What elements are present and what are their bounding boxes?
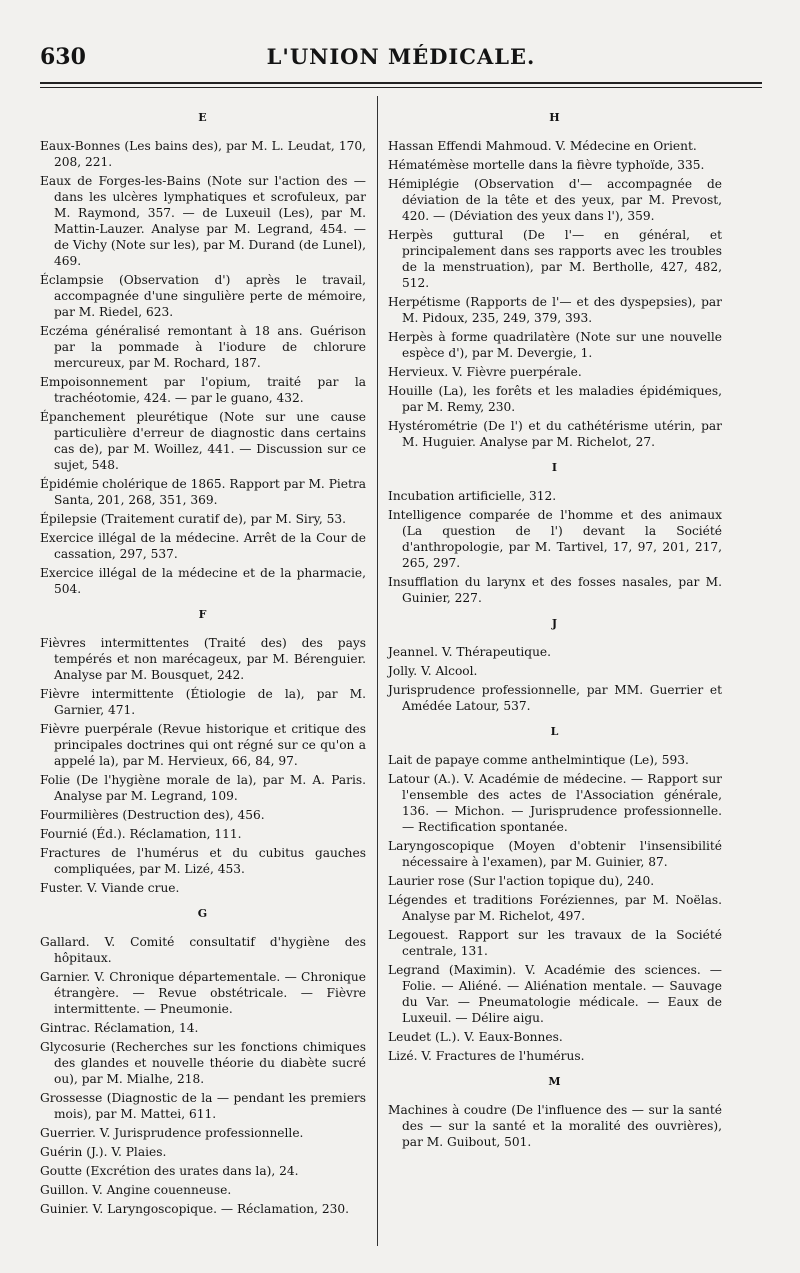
index-entry: Exercice illégal de la médecine. Arrêt de la Cour de cassation, 297, 537. (40, 531, 366, 561)
index-entry: Fourmilières (Destruction des), 456. (40, 808, 265, 822)
index-entry: Garnier. V. Chronique départementale. — Chronique étrangère. — Revue obstétricale. — Fièvre intermittente. — Pneumonie. (40, 970, 366, 1016)
index-entry: Exercice illégal de la médecine et de la pharmacie, 504. (40, 566, 366, 596)
index-entry: Fièvres intermittentes (Traité des) des pays tempérés et non marécageux, par M. Bérenguier. Analyse par M. Bousquet, 242. (40, 636, 366, 682)
index-entry: Guinier. V. Laryngoscopique. — Réclamation, 230. (40, 1202, 350, 1216)
index-entry: Gallard. V. Comité consultatif d'hygiène des hôpitaux. (40, 935, 366, 965)
index-entry: Grossesse (Diagnostic de la — pendant les premiers mois), par M. Mattei, 611. (40, 1091, 366, 1121)
index-entry: Fractures de l'humérus et du cubitus gauches compliquées, par M. Lizé, 453. (40, 846, 366, 876)
section-letter: M (548, 1075, 562, 1088)
index-entry: Épanchement pleurétique (Note sur une cause particulière d'erreur de diagnostic dans certains cas de), par M. Woillez, 441. — Discussion sur ce sujet, 548. (40, 410, 366, 472)
section-letter: J (551, 617, 559, 630)
index-entry: Épilepsie (Traitement curatif de), par M. Siry, 53. (40, 512, 347, 526)
index-entry: Fournié (Éd.). Réclamation, 111. (40, 827, 242, 841)
index-entry: Guérin (J.). V. Plaies. (40, 1145, 167, 1159)
index-entry: Laurier rose (Sur l'action topique du), 240. (388, 874, 655, 888)
index-entry: Intelligence comparée de l'homme et des animaux (La question de l') devant la Société d'anthropologie, par M. Tartivel, 17, 97, 201, 217, 265, 297. (388, 508, 722, 570)
index-entry: Legrand (Maximin). V. Académie des sciences. — Folie. — Aliéné. — Aliénation mentale. — Sauvage du Var. — Pneumatologie médicale. — Eaux de Luxeuil. — Délire aigu. (388, 963, 722, 1025)
index-entry: Folie (De l'hygiène morale de la), par M. A. Paris. Analyse par M. Legrand, 109. (40, 773, 366, 803)
index-entry: Houille (La), les forêts et les maladies épidémiques, par M. Remy, 230. (388, 384, 722, 414)
page-number: 630 (40, 44, 86, 70)
index-entry: Empoisonnement par l'opium, traité par la trachéotomie, 424. — par le guano, 432. (40, 375, 366, 405)
index-entry: Hémiplégie (Observation d'— accompagnée de déviation de la tête et des yeux, par M. Prevost, 420. — (Déviation des yeux dans l'), 359. (388, 177, 722, 223)
index-entry: Jolly. V. Alcool. (388, 664, 478, 678)
index-entry: Jeannel. V. Thérapeutique. (388, 645, 552, 659)
index-entry: Lait de papaye comme anthelmintique (Le), 593. (388, 753, 689, 767)
index-entry: Jurisprudence professionnelle, par MM. Guerrier et Amédée Latour, 537. (388, 683, 722, 713)
index-entry: Latour (A.). V. Académie de médecine. — Rapport sur l'ensemble des actes de l'Association générale, 136. — Michon. — Jurisprudence professionnelle. — Rectification spontanée. (388, 772, 722, 834)
index-entry: Légendes et traditions Foréziennes, par M. Noëlas. Analyse par M. Richelot, 497. (388, 893, 722, 923)
index-entry: Hervieux. V. Fièvre puerpérale. (388, 365, 582, 379)
index-entry: Glycosurie (Recherches sur les fonctions chimiques des glandes et nouvelle théorie du diabète sucré ou), par M. Mialhe, 218. (40, 1040, 366, 1086)
index-entry: Fièvre intermittente (Étiologie de la), par M. Garnier, 471. (40, 687, 366, 717)
header-rule-thin (40, 87, 762, 88)
index-entry: Incubation artificielle, 312. (388, 489, 557, 503)
index-entry: Herpès guttural (De l'— en général, et principalement dans ses rapports avec les troubles de la menstruation), par M. Bertholle, 427, 482, 512. (388, 228, 722, 290)
section-letter: L (550, 725, 560, 738)
index-entry: Eczéma généralisé remontant à 18 ans. Guérison par la pommade à l'iodure de chlorure mercureux, par M. Rochard, 187. (40, 324, 366, 370)
index-entry: Herpès à forme quadrilatère (Note sur une nouvelle espèce d'), par M. Devergie, 1. (388, 330, 722, 360)
index-entry: Fuster. V. Viande crue. (40, 881, 180, 895)
index-entry: Hématémèse mortelle dans la fièvre typhoïde, 335. (388, 158, 705, 172)
index-entry: Épidémie cholérique de 1865. Rapport par M. Pietra Santa, 201, 268, 351, 369. (40, 477, 366, 507)
section-letter: G (197, 907, 209, 920)
index-entry: Goutte (Excrétion des urates dans la), 24. (40, 1164, 299, 1178)
right-column (388, 100, 722, 1153)
index-entry: Legouest. Rapport sur les travaux de la Société centrale, 131. (388, 928, 722, 958)
column-divider (377, 96, 378, 1246)
index-entry: Hassan Effendi Mahmoud. V. Médecine en Orient. (388, 139, 697, 153)
section-letter: F (198, 608, 208, 621)
index-entry: Guerrier. V. Jurisprudence professionnelle. (40, 1126, 304, 1140)
section-letter: E (198, 111, 208, 124)
index-entry: Herpétisme (Rapports de l'— et des dyspepsies), par M. Pidoux, 235, 249, 379, 393. (388, 295, 722, 325)
index-entry: Éclampsie (Observation d') après le travail, accompagnée d'une singulière perte de mémoire, par M. Riedel, 623. (40, 273, 366, 319)
index-entry: Laryngoscopique (Moyen d'obtenir l'insensibilité nécessaire à l'examen), par M. Guinier, 87. (388, 839, 722, 869)
section-letter: H (549, 111, 561, 124)
index-entry: Lizé. V. Fractures de l'humérus. (388, 1049, 585, 1063)
index-entry: Eaux de Forges-les-Bains (Note sur l'action des — dans les ulcères lymphatiques et scrofuleux, par M. Raymond, 357. — de Luxeuil (Les), par M. Mattin-Lauzer. Analyse par M. Legrand, 454. — de Vichy (Note sur les), par M. Durand (de Lunel), 469. (40, 174, 366, 268)
header-rule (40, 82, 762, 84)
index-entry: Insufflation du larynx et des fosses nasales, par M. Guinier, 227. (388, 575, 722, 605)
index-entry: Hystérométrie (De l') et du cathétérisme utérin, par M. Huguier. Analyse par M. Richelot, 27. (388, 419, 722, 449)
index-entry: Machines à coudre (De l'influence des — sur la santé des — sur la santé et la moralité des ouvrières), par M. Guibout, 501. (388, 1103, 722, 1149)
index-entry: Fièvre puerpérale (Revue historique et critique des principales doctrines qui ont régné sur ce qu'on a appelé la), par M. Hervieux, 66, 84, 97. (40, 722, 366, 768)
left-column (40, 100, 366, 1220)
index-entry: Eaux-Bonnes (Les bains des), par M. L. Leudat, 170, 208, 221. (40, 139, 366, 169)
index-entry: Guillon. V. Angine couenneuse. (40, 1183, 232, 1197)
running-title: L'UNION MÉDICALE. (266, 44, 536, 69)
page-header (40, 44, 762, 80)
index-entry: Leudet (L.). V. Eaux-Bonnes. (388, 1030, 563, 1044)
section-letter: I (551, 461, 559, 474)
index-entry: Gintrac. Réclamation, 14. (40, 1021, 199, 1035)
